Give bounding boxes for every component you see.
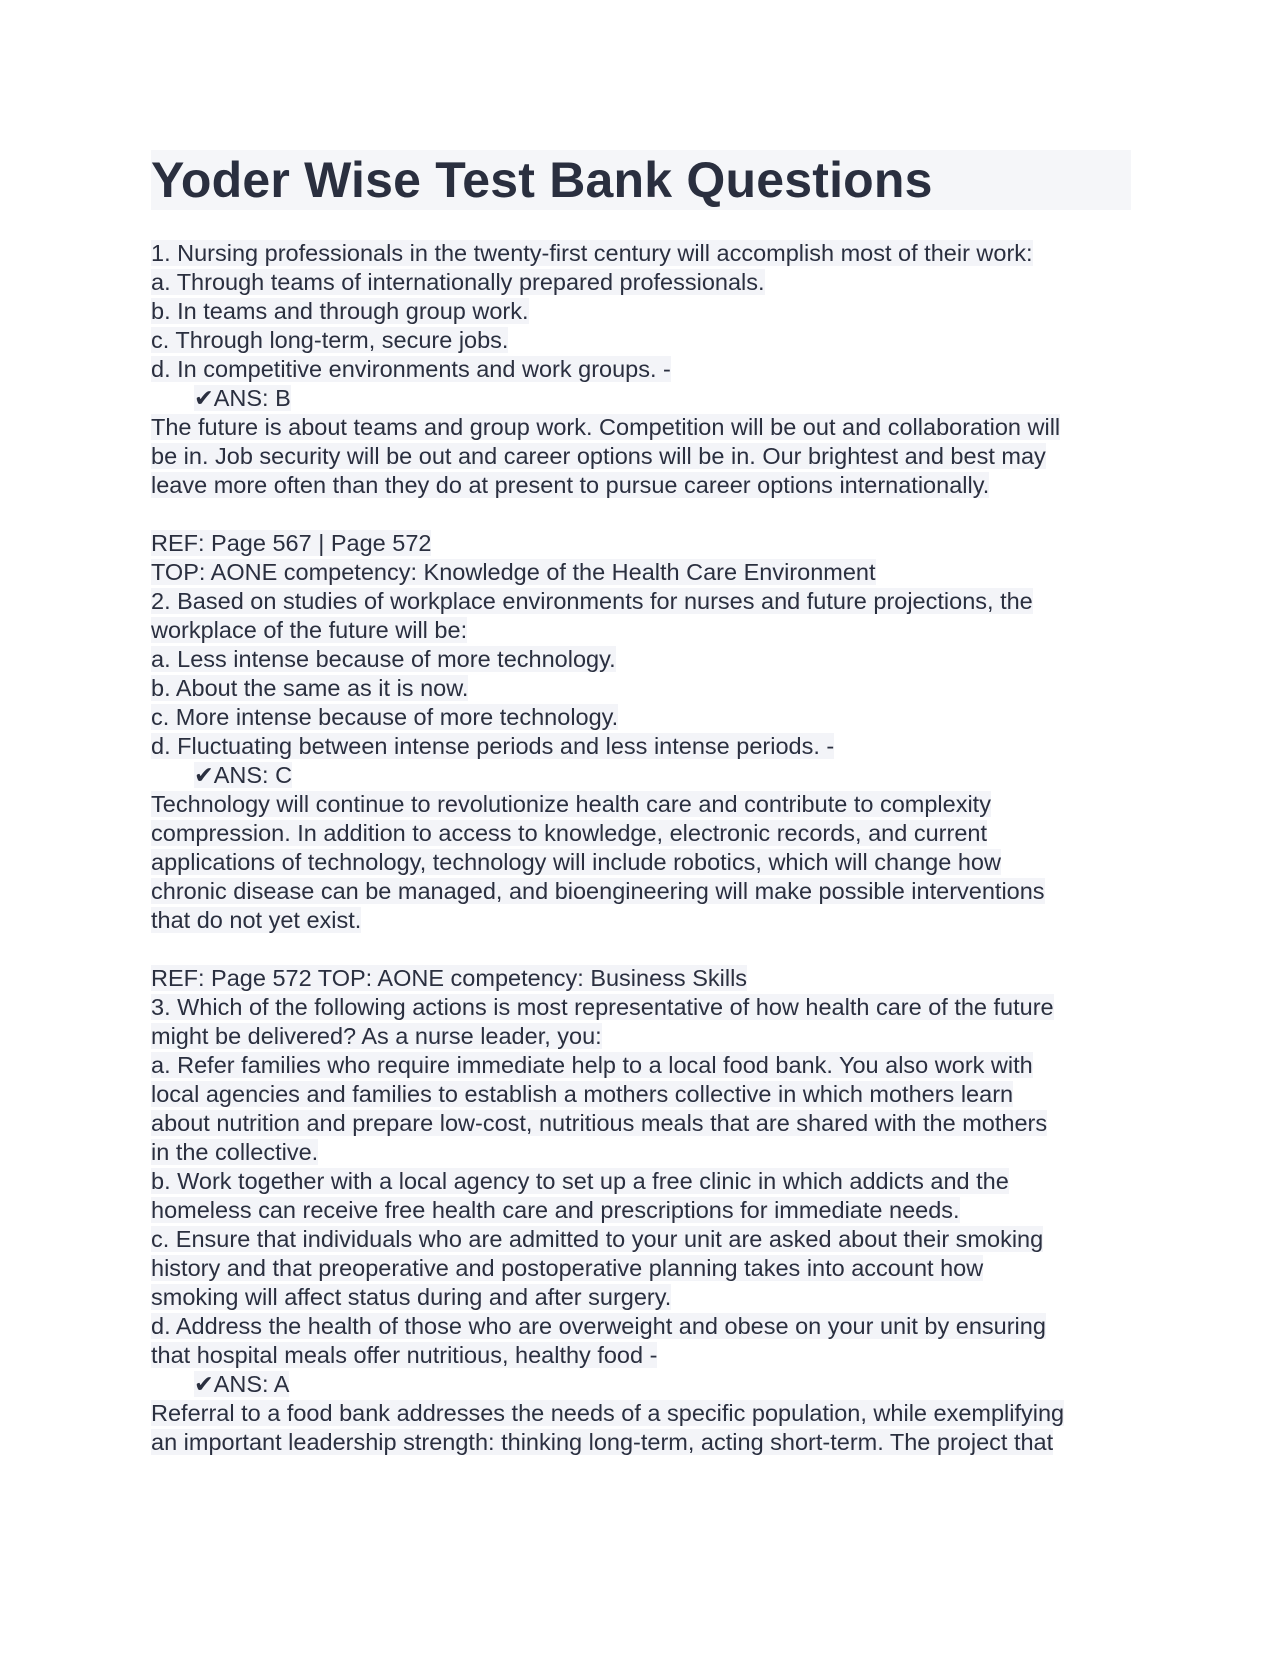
question-2-ref: REF: Page 572 TOP: AONE competency: Business Skills: [151, 965, 748, 991]
document-body: [151, 239, 1131, 1457]
question-3-rationale: Referral to a food bank addresses the needs of a specific population, while exemplifying: [151, 1400, 1065, 1426]
question-1-rationale: The future is about teams and group work. Competition will be out and collaboration will: [151, 414, 1061, 440]
question-1-ref: REF: Page 567 | Page 572: [151, 530, 432, 556]
question-2-option-b: b. About the same as it is now.: [151, 675, 469, 701]
question-2-rationale: chronic disease can be managed, and bioengineering will make possible interventions: [151, 878, 1045, 904]
paragraph-gap: [151, 935, 1131, 964]
question-3-option-b: b. Work together with a local agency to set up a free clinic in which addicts and the: [151, 1168, 1009, 1194]
question-2-stem: 2. Based on studies of workplace environments for nurses and future projections, the: [151, 588, 1033, 614]
question-2-rationale: applications of technology, technology will include robotics, which will change how: [151, 849, 1001, 875]
question-3-option-a: a. Refer families who require immediate help to a local food bank. You also work with: [151, 1052, 1033, 1078]
question-3-option-b: homeless can receive free health care and prescriptions for immediate needs.: [151, 1197, 960, 1223]
question-1-option-a: a. Through teams of internationally prepared professionals.: [151, 269, 765, 295]
question-2-rationale: Technology will continue to revolutionize health care and contribute to complexity: [151, 791, 991, 817]
question-2-answer: ✔ANS: C: [194, 762, 293, 788]
document-title: Yoder Wise Test Bank Questions: [151, 150, 1131, 210]
paragraph-gap: [151, 500, 1131, 529]
question-3-stem: might be delivered? As a nurse leader, you:: [151, 1023, 602, 1049]
question-3-option-c: history and that preoperative and postoperative planning takes into account how: [151, 1255, 984, 1281]
question-3-stem: 3. Which of the following actions is most representative of how health care of the future: [151, 994, 1054, 1020]
question-3-option-c: smoking will affect status during and after surgery.: [151, 1284, 672, 1310]
question-1-rationale: be in. Job security will be out and career options will be in. Our brightest and best may: [151, 443, 1046, 469]
question-1-answer: ✔ANS: B: [194, 385, 291, 411]
question-2-option-c: c. More intense because of more technology.: [151, 704, 619, 730]
question-2-rationale: compression. In addition to access to knowledge, electronic records, and current: [151, 820, 987, 846]
question-3-option-a: in the collective.: [151, 1139, 319, 1165]
question-3-option-d: d. Address the health of those who are overweight and obese on your unit by ensuring: [151, 1313, 1046, 1339]
question-2-option-a: a. Less intense because of more technology.: [151, 646, 616, 672]
question-1-option-d: d. In competitive environments and work groups. -: [151, 356, 671, 382]
question-3-option-d: that hospital meals offer nutritious, healthy food -: [151, 1342, 658, 1368]
question-3-option-c: c. Ensure that individuals who are admitted to your unit are asked about their smoking: [151, 1226, 1044, 1252]
question-2-option-d: d. Fluctuating between intense periods and less intense periods. -: [151, 733, 835, 759]
question-3-option-a: local agencies and families to establish a mothers collective in which mothers learn: [151, 1081, 1014, 1107]
question-1-stem: 1. Nursing professionals in the twenty-first century will accomplish most of their work:: [151, 240, 1033, 266]
question-2-stem: workplace of the future will be:: [151, 617, 468, 643]
question-1-option-b: b. In teams and through group work.: [151, 298, 529, 324]
question-3-answer: ✔ANS: A: [194, 1371, 290, 1397]
question-2-rationale: that do not yet exist.: [151, 907, 362, 933]
question-3-rationale: an important leadership strength: thinking long-term, acting short-term. The project that: [151, 1429, 1054, 1455]
question-3-option-a: about nutrition and prepare low-cost, nutritious meals that are shared with the mothers: [151, 1110, 1048, 1136]
question-1-option-c: c. Through long-term, secure jobs.: [151, 327, 509, 353]
question-1-topic: TOP: AONE competency: Knowledge of the Health Care Environment: [151, 559, 876, 585]
question-1-rationale: leave more often than they do at present to pursue career options internationally.: [151, 472, 990, 498]
document-page: [151, 150, 1131, 1457]
